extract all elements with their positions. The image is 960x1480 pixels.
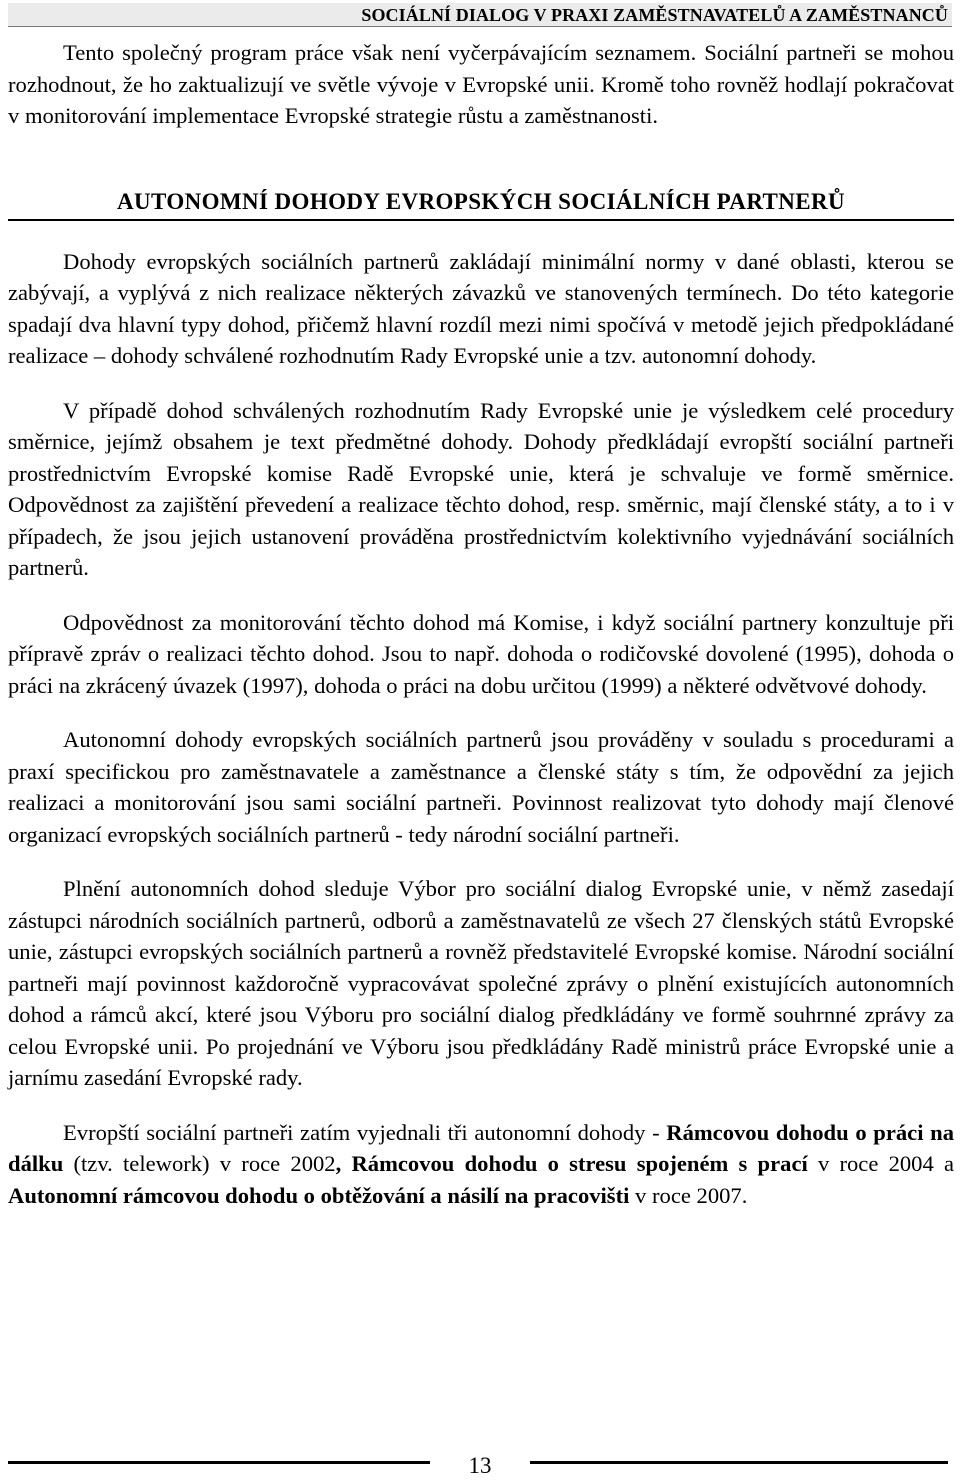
intro-paragraph: Tento společný program práce však není vyčerpávajícím seznamem. Sociální partneři se mohou rozhodnout, že ho zaktualizují ve světle vývoje v Evropské unii. Kromě toho rovněž hodlají pokračovat v monitorování implementace Evropské strategie růstu a zaměstnanosti. (8, 40, 954, 128)
final-text-1: Evropští sociální partneři zatím vyjednali tři autonomní dohody - (63, 1119, 667, 1145)
section-title: AUTONOMNÍ DOHODY EVROPSKÝCH SOCIÁLNÍCH PARTNERŮ (8, 188, 954, 221)
page-number: 13 (430, 1452, 530, 1480)
final-text-2: (tzv. telework) v roce 2002 (63, 1151, 336, 1176)
section-paragraph-final (8, 1117, 954, 1212)
section-paragraph-3: Odpovědnost za monitorování těchto dohod má Komise, i když sociální partnery konzultuje při přípravě zpráv o realizaci těchto dohod. Jsou to např. dohoda o rodičovské dovolené (1995), dohoda o práci na zkrácený úvazek (1997), dohoda o práci na dobu určitou (1999) a některé odvětvové dohody. (8, 609, 954, 698)
final-text-4: v roce 2007. (629, 1182, 748, 1208)
running-header (8, 3, 952, 27)
section-paragraph-1: Dohody evropských sociálních partnerů zakládají minimální normy v dané oblasti, kterou se zabývají, a vyplývá z nich realizace některých závazků ve stanovených termínech. Do této kategorie spadají dva hlavní typy dohod, přičemž hlavní rozdíl mezi nimi spočívá v metodě jejich předpokládané realizace – dohody schválené rozhodnutím Rady Evropské unie a tzv. autonomní dohody. (8, 248, 954, 368)
final-bold-framework-harassment: Autonomní rámcovou dohodu o obtěžování a násilí na pracovišti (8, 1182, 630, 1208)
final-bold-framework-stress: , Rámcovou dohodu o stresu spojeném s prací (335, 1151, 808, 1176)
section-paragraph-5: Plnění autonomních dohod sleduje Výbor pro sociální dialog Evropské unie, v němž zasedají zástupci národních sociálních partnerů, odborů a zaměstnavatelů ze všech 27 členských států Evropské unie, zástupci evropských sociálních partnerů a rovněž představitelé Evropské komise. Národní sociální partneři mají povinnost každoročně vypracovávat společné zprávy o plnění existujících autonomních dohod a rámců akcí, které jsou Výboru pro sociální dialog předkládány ve formě souhrnné zprávy za celou Evropské unii. Po projednání ve Výboru jsou předkládány Radě ministrů práce Evropské unie a jarnímu zasedání Evropské rady. (8, 876, 954, 1090)
final-text-3: v roce 2004 a (807, 1151, 954, 1176)
running-header-title: SOCIÁLNÍ DIALOG V PRAXI ZAMĚSTNAVATELŮ A ZAMĚSTNANCŮ (361, 5, 948, 25)
final-bold-framework-telework: Rámcovou dohodu o práci na dálku (8, 1119, 954, 1176)
page-content (8, 37, 954, 1211)
section-paragraph-2: V případě dohod schválených rozhodnutím Rady Evropské unie je výsledkem celé procedury směrnice, jejímž obsahem je text předmětné dohody. Dohody předkládají evropští sociální partneři prostřednictvím Evropské komise Radě Evropské unie, která je schvaluje ve formě směrnice. Odpovědnost za zajištění převedení a realizace těchto dohod, resp. směrnic, mají členské státy, a to i v případech, že jsou jejich ustanovení prováděna prostřednictvím kolektivního vyjednávání sociálních partnerů. (8, 397, 954, 580)
section-paragraph-4: Autonomní dohody evropských sociálních partnerů jsou prováděny v souladu s procedurami a praxí specifickou pro zaměstnavatele a zaměstnance a členské státy s tím, že odpovědní za jejich realizaci a monitorování jsou sami sociální partneři. Povinnost realizovat tyto dohody mají členové organizací evropských sociálních partnerů - tedy národní sociální partneři. (8, 727, 954, 847)
